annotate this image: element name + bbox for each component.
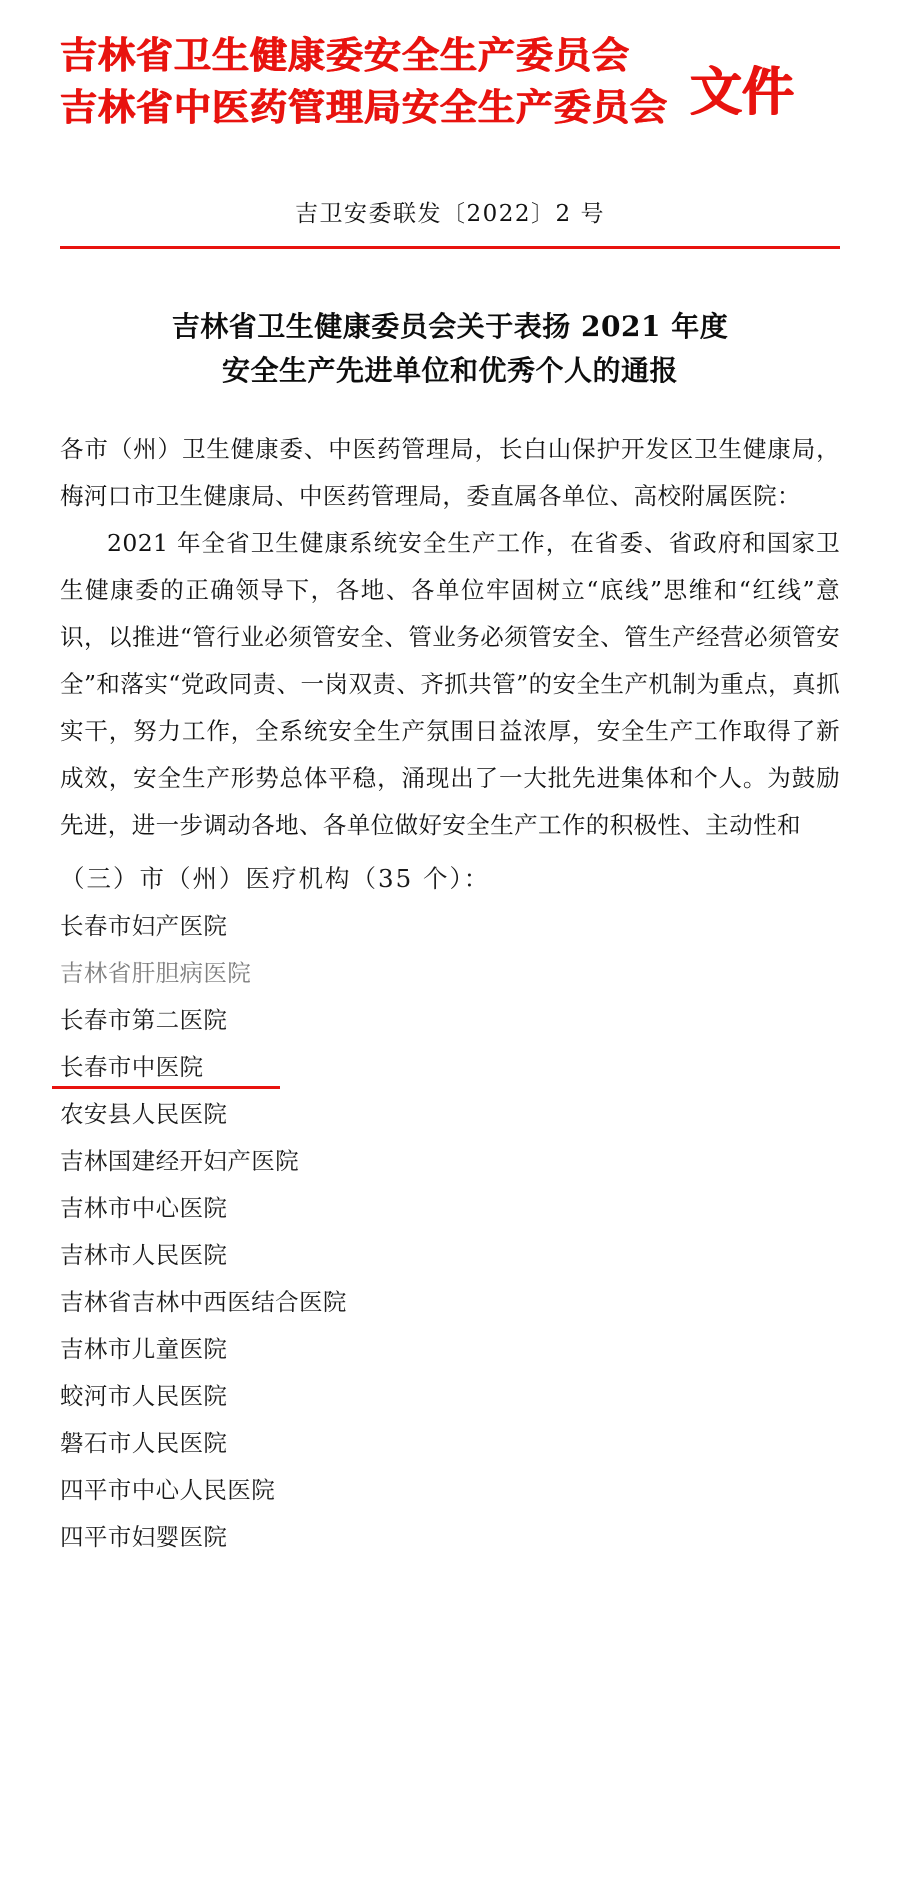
list-item: 吉林市人民医院 — [60, 1240, 228, 1269]
list-item: 长春市第二医院 — [60, 1005, 228, 1034]
list-item: 吉林国建经开妇产医院 — [60, 1146, 299, 1175]
addressee-paragraph: 各市（州）卫生健康委、中医药管理局，长白山保护开发区卫生健康局，梅河口市卫生健康局、中医药管理局，委直属各单位、高校附属医院： — [60, 435, 840, 511]
masthead-line-2: 吉林省中医药管理局安全生产委员会 — [60, 84, 668, 129]
document-number-block — [60, 195, 840, 228]
list-item: 吉林市中心医院 — [60, 1193, 228, 1222]
masthead-document-word: 文件 — [690, 62, 795, 123]
list-item: 蛟河市人民医院 — [60, 1381, 228, 1410]
body-paragraph-1: 2021 年全省卫生健康系统安全生产工作，在省委、省政府和国家卫生健康委的正确领导下，各地、各单位牢固树立“底线”思维和“红线”意识，以推进“管行业必须管安全、管业务必须管安全、管生产经营必须管安全”和落实“党政同责、一岗双责、齐抓共管”的安全生产机制为重点，真抓实干，努力工作，全系统安全生产氛围日益浓厚，安全生产工作取得了新成效，安全生产形势总体平稳，涌现出了一大批先进集体和个人。为鼓励先进，进一步调动各地、各单位做好安全生产工作的积极性、主动性和 — [60, 529, 840, 840]
unit-list — [60, 903, 840, 1561]
list-item: 四平市中心人民医院 — [60, 1475, 276, 1504]
page-title — [60, 305, 840, 392]
page-bottom-mask — [0, 1890, 900, 1900]
list-item: 磐石市人民医院 — [60, 1428, 228, 1457]
list-item: 长春市妇产医院 — [60, 911, 228, 940]
page-title-line-1: 吉林省卫生健康委员会关于表扬 2021 年度 — [171, 310, 729, 344]
document-number: 吉卫安委联发〔2022〕2 号 — [295, 201, 605, 228]
masthead-line-1: 吉林省卫生健康委安全生产委员会 — [60, 33, 630, 77]
masthead — [60, 0, 840, 129]
masthead-agency-lines — [60, 34, 668, 129]
list-item: 长春市中医院 — [60, 1044, 840, 1091]
page-title-line-2: 安全生产先进单位和优秀个人的通报 — [221, 353, 678, 387]
section-heading: （三）市（州）医疗机构（35 个）： — [60, 864, 491, 894]
list-item: 吉林省吉林中西医结合医院 — [60, 1287, 347, 1316]
list-item: 农安县人民医院 — [60, 1099, 228, 1128]
list-item: 四平市妇婴医院 — [60, 1522, 228, 1551]
document-body — [60, 426, 840, 849]
list-item: 吉林市儿童医院 — [60, 1334, 228, 1363]
red-divider-rule — [60, 246, 840, 249]
list-item: 吉林省肝胆病医院 — [60, 958, 252, 987]
